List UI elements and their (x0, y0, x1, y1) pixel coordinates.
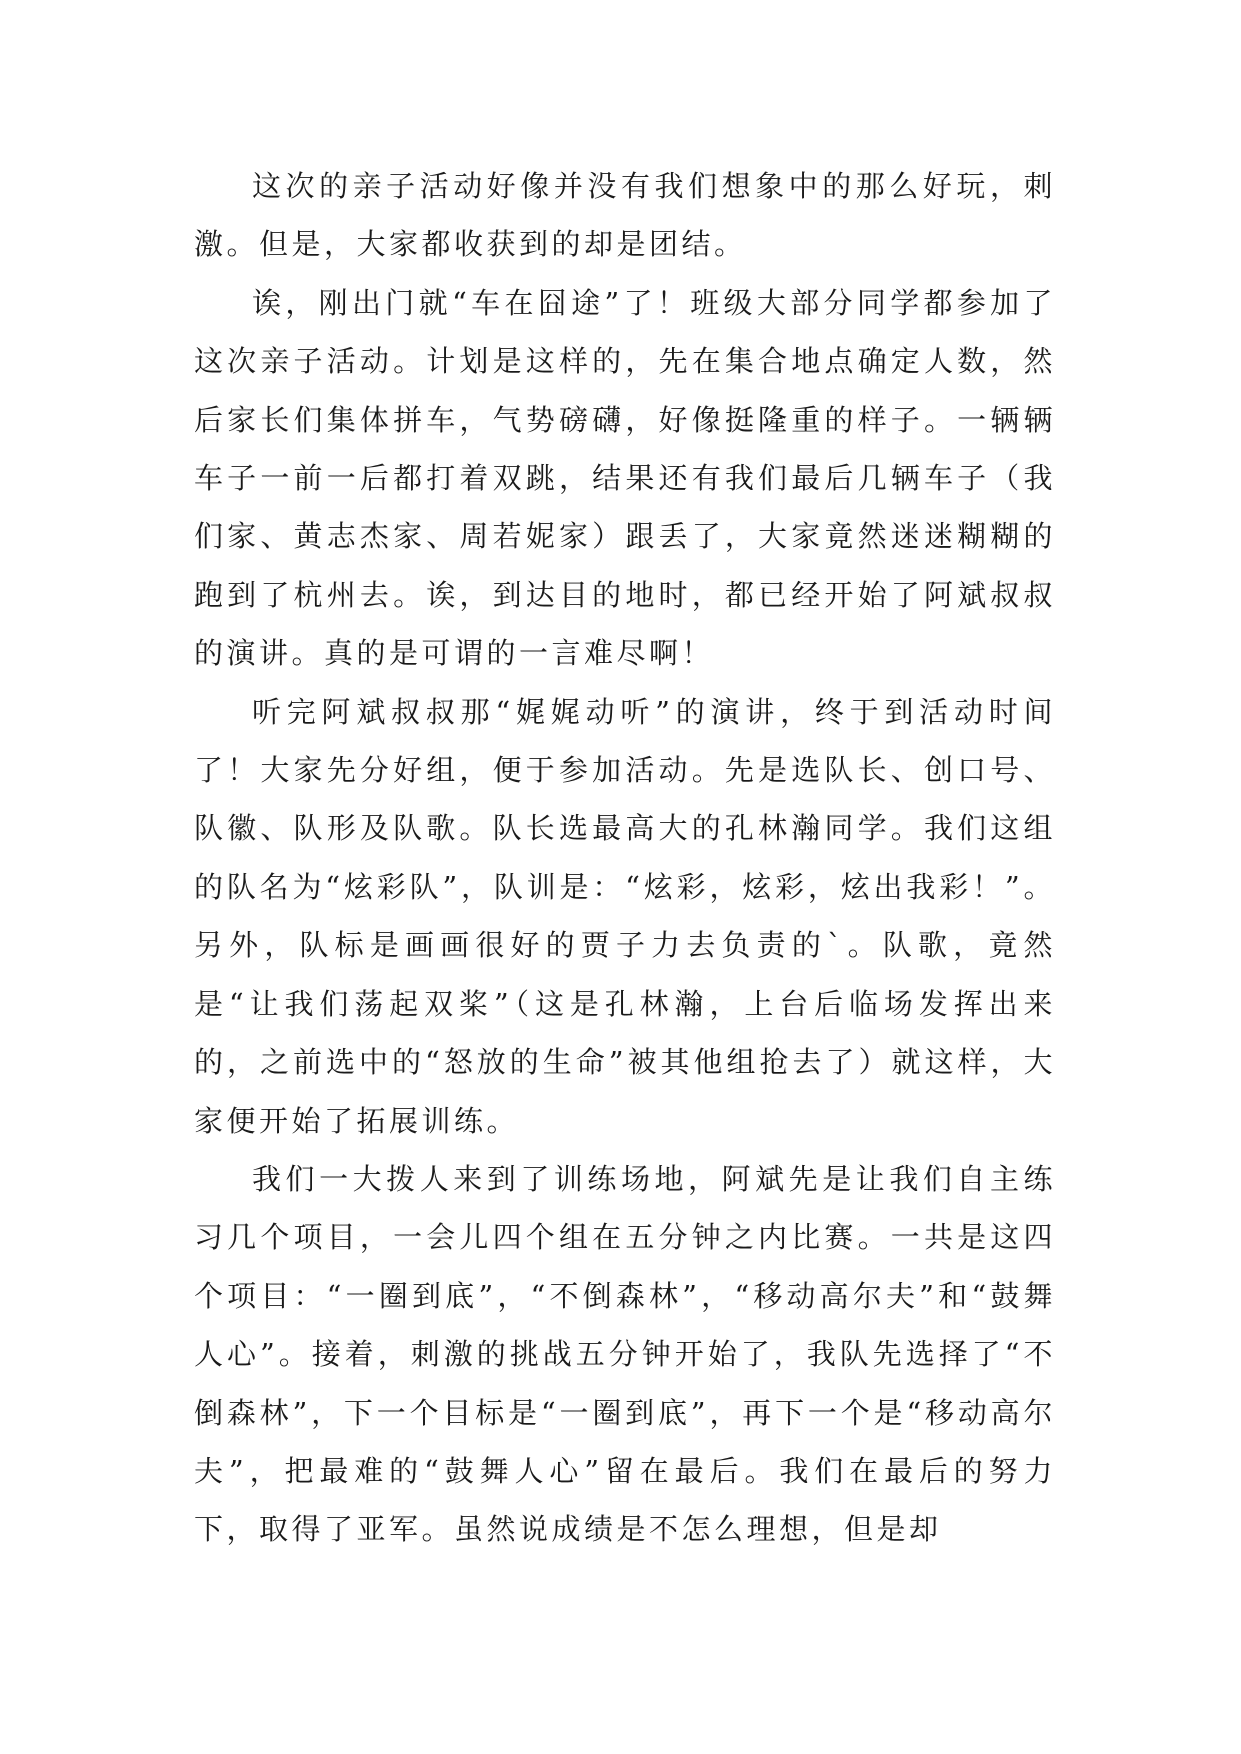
body-text (194, 157, 1056, 1559)
paragraph-4: 我们一大拨人来到了训练场地，阿斌先是让我们自主练习几个项目，一会儿四个组在五分钟之内比赛。一共是这四个项目：“一圈到底”，“不倒森林”，“移动高尔夫”和“鼓舞人心”。接着，刺激的挑战五分钟开始了，我队先选择了“不倒森林”，下一个目标是“一圈到底”，再下一个是“移动高尔夫”，把最难的“鼓舞人心”留在最后。我们在最后的努力下，取得了亚军。虽然说成绩是不怎么理想，但是却 (194, 1161, 1056, 1547)
paragraph-2: 诶，刚出门就“车在囧途”了！班级大部分同学都参加了这次亲子活动。计划是这样的，先在集合地点确定人数，然后家长们集体拼车，气势磅礴，好像挺隆重的样子。一辆辆车子一前一后都打着双跳，结果还有我们最后几辆车子（我们家、黄志杰家、周若妮家）跟丢了，大家竟然迷迷糊糊的跑到了杭州去。诶，到达目的地时，都已经开始了阿斌叔叔的演讲。真的是可谓的一言难尽啊！ (194, 285, 1056, 671)
paragraph-3: 听完阿斌叔叔那“娓娓动听”的演讲，终于到活动时间了！大家先分好组，便于参加活动。先是选队长、创口号、队徽、队形及队歌。队长选最高大的孔林瀚同学。我们这组的队名为“炫彩队”，队训是：“炫彩，炫彩，炫出我彩！”。另外，队标是画画很好的贾子力去负责的`。队歌，竟然是“让我们荡起双桨”（这是孔林瀚，上台后临场发挥出来的，之前选中的“怒放的生命”被其他组抢去了）就这样，大家便开始了拓展训练。 (194, 694, 1056, 1138)
paragraph-1: 这次的亲子活动好像并没有我们想象中的那么好玩，刺激。但是，大家都收获到的却是团结。 (194, 169, 1056, 262)
